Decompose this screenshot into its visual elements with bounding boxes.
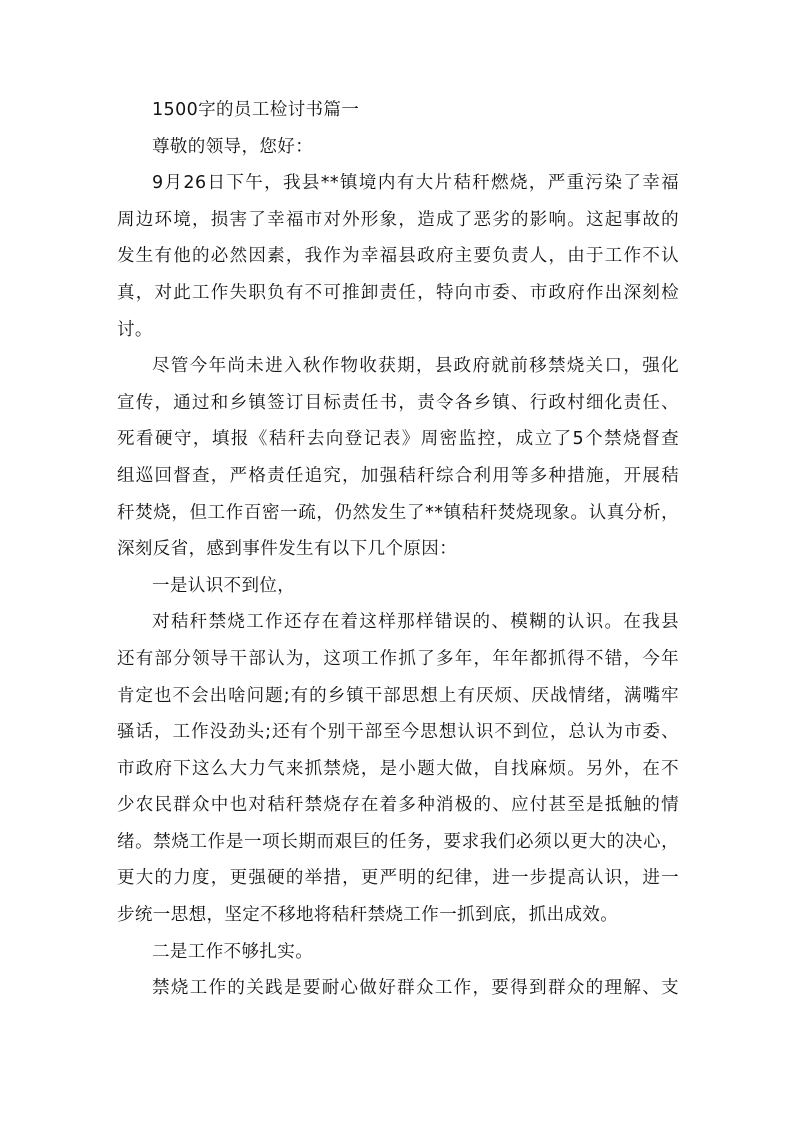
paragraph-line: 尽管今年尚未进入秋作物收获期，县政府就前移禁烧关口，强化 — [152, 356, 679, 377]
paragraph-line: 真，对此工作失职负有不可推卸责任，特向市委、市政府作出深刻检 — [117, 282, 679, 303]
paragraph-line: 肯定也不会出啥问题;有的乡镇干部思想上有厌烦、厌战情绪，满嘴牢 — [117, 685, 679, 706]
section-heading — [117, 934, 679, 971]
paragraph-line: 对秸秆禁烧工作还存在着这样那样错误的、模糊的认识。在我县 — [152, 612, 679, 633]
paragraph-line: 少农民群众中也对秸秆禁烧存在着多种消极的、应付甚至是抵触的情 — [117, 795, 679, 816]
salutation: 尊敬的领导，您好： — [152, 136, 314, 157]
paragraph-line: 一是认识不到位， — [152, 575, 296, 596]
paragraph-line: 讨。 — [117, 319, 153, 340]
paragraph-line: 秆焚烧，但工作百密一疏，仍然发生了**镇秸秆焚烧现象。认真分析， — [117, 502, 679, 523]
paragraph-line: 死看硬守，填报《秸秆去向登记表》周密监控，成立了5个禁烧督查 — [117, 429, 679, 450]
paragraph — [117, 165, 679, 348]
paragraph-line: 步统一思想，坚定不移地将秸秆禁烧工作一抓到底，抓出成效。 — [117, 905, 619, 926]
document-title: 1500字的员工检讨书篇一 — [152, 100, 360, 120]
paragraph-line: 禁烧工作的关践是要耐心做好群众工作，要得到群众的理解、支 — [152, 978, 679, 999]
paragraph-line: 周边环境，损害了幸福市对外形象，造成了恶劣的影响。这起事故的 — [117, 209, 679, 230]
paragraph — [117, 348, 679, 568]
paragraph-line: 更大的力度，更强硬的举措，更严明的纪律，进一步提高认识，进一 — [117, 868, 679, 889]
paragraph-line: 发生有他的必然因素，我作为幸福县政府主要负责人，由于工作不认 — [117, 246, 679, 267]
paragraph-line: 二是工作不够扎实。 — [152, 941, 314, 962]
paragraph — [117, 604, 679, 933]
paragraph — [117, 970, 679, 1007]
paragraph-line: 宣传，通过和乡镇签订目标责任书，责令各乡镇、行政村细化责任、 — [117, 392, 679, 413]
paragraph-line: 还有部分领导干部认为，这项工作抓了多年，年年都抓得不错，今年 — [117, 648, 679, 669]
paragraph-line: 深刻反省，感到事件发生有以下几个原因： — [117, 539, 458, 560]
paragraph-line: 市政府下这么大力气来抓禁烧，是小题大做，自找麻烦。另外，在不 — [117, 758, 679, 779]
document-body — [117, 92, 679, 1007]
paragraph-line: 9月26日下午，我县**镇境内有大片秸秆燃烧，严重污染了幸福 — [152, 173, 679, 194]
section-heading — [117, 568, 679, 605]
paragraph-line: 绪。禁烧工作是一项长期而艰巨的任务，要求我们必须以更大的决心， — [117, 831, 679, 852]
paragraph-line: 骚话，工作没劲头;还有个别干部至今思想认识不到位，总认为市委、 — [117, 722, 679, 743]
paragraph-line: 组巡回督查，严格责任追究，加强秸秆综合利用等多种措施，开展秸 — [117, 465, 679, 486]
